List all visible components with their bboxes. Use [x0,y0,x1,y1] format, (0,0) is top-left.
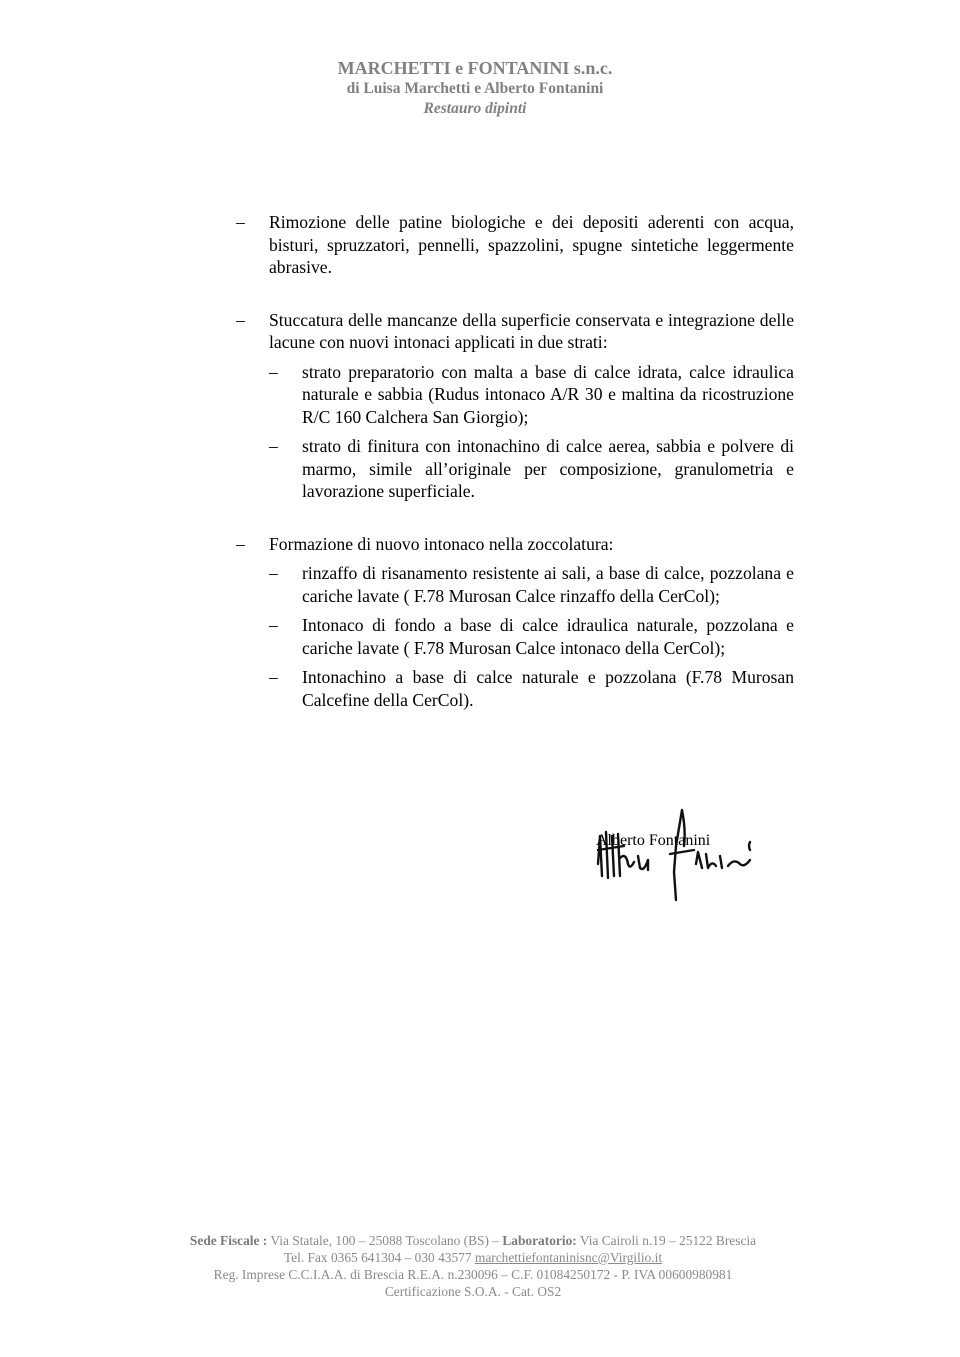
sub-list-item [269,614,794,659]
footer [0,1232,946,1300]
footer-registration-line: Reg. Imprese C.C.I.A.A. di Brescia R.E.A. n.230096 – C.F. 01084250172 - P. IVA 00600980981 [213,1267,733,1282]
letterhead [0,57,950,119]
item-text: Rimozione delle patine biologiche e dei depositi aderenti con acqua, bisturi, spruzzatori, pennelli, spazzolini, spugne sintetiche leggermente abrasive. [269,212,794,277]
lab-address: Via Cairoli n.19 – 25122 Brescia [576,1233,757,1248]
footer-certification-line: Certificazione S.O.A. - Cat. OS2 [384,1284,562,1299]
dash-bullet-icon: – [236,309,245,330]
fiscal-label: Sede Fiscale : [189,1233,268,1248]
company-activity: Restauro dipinti [423,100,527,117]
dash-bullet-icon: – [269,563,278,583]
sub-list-item [269,666,794,711]
dash-bullet-icon: – [236,533,245,554]
dash-bullet-icon: – [269,667,278,687]
sub-list [269,361,794,503]
sub-list [269,562,794,711]
list-item [236,309,794,503]
sub-list-item [269,361,794,429]
signature-block [590,806,760,906]
dash-bullet-icon: – [269,436,278,456]
subitem-text: Intonachino a base di calce naturale e pozzolana (F.78 Murosan Calcefine della CerCol). [302,667,794,710]
handwritten-signature-icon [590,806,760,906]
sub-list-item [269,562,794,607]
dash-bullet-icon: – [269,615,278,635]
list-item [236,533,794,712]
lab-label: Laboratorio: [502,1233,577,1248]
footer-address-line [0,1232,946,1249]
sub-list-item [269,435,794,503]
dash-bullet-icon: – [269,361,278,382]
subitem-text: strato preparatorio con malta a base di calce idrata, calce idraulica naturale e sabbia (Rudus intonaco A/R 30 e maltina da ricostruzione R/C 160 Calchera San Giorgio); [302,361,794,427]
footer-contact-line [0,1249,946,1266]
email-link[interactable]: marchettiefontaninisnc@Virgilio.it [474,1250,663,1265]
company-owners: di Luisa Marchetti e Alberto Fontanini [346,80,604,97]
phone-fax: Tel. Fax 0365 641304 – 030 43577 [283,1250,475,1265]
subitem-text: rinzaffo di risanamento resistente ai sali, a base di calce, pozzolana e cariche lavate ( F.78 Murosan Calce rinzaffo della CerCol); [302,563,794,606]
subitem-text: strato di finitura con intonachino di calce aerea, sabbia e polvere di marmo, simile all’originale per composizione, granulometria e lavorazione superficiale. [302,436,794,501]
item-text: Stuccatura delle mancanze della superficie conservata e integrazione delle lacune con nuovi intonaci applicati in due strati: [269,309,794,352]
dash-bullet-icon: – [236,212,245,232]
fiscal-address: Via Statale, 100 – 25088 Toscolano (BS) – [267,1233,503,1248]
item-text: Formazione di nuovo intonaco nella zoccolatura: [269,533,614,554]
company-name: MARCHETTI e FONTANINI s.n.c. [337,58,613,78]
subitem-text: Intonaco di fondo a base di calce idraulica naturale, pozzolana e cariche lavate ( F.78 Murosan Calce intonaco della CerCol); [302,615,794,658]
list-item [236,211,794,279]
document-body [236,211,794,741]
signatory-name: Alberto Fontanini [596,832,711,849]
